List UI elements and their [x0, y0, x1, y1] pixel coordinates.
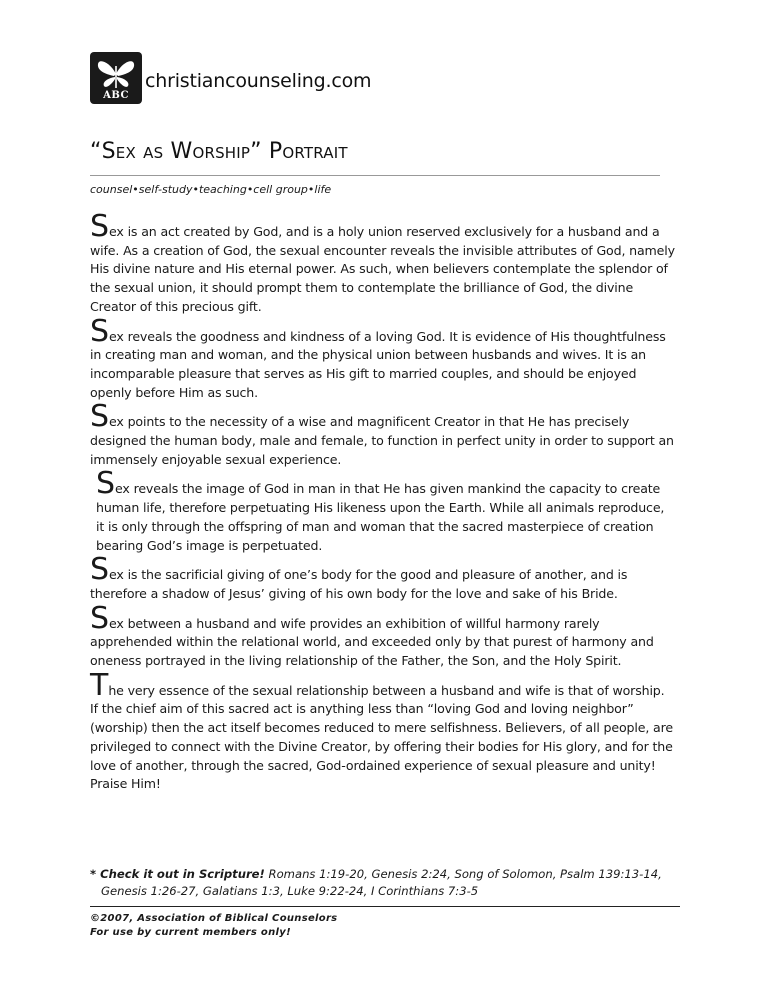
scripture-refs: Romans 1:19-20, Genesis 2:24, Song of Solomon, Psalm 139:13-14, — [268, 867, 662, 881]
title-divider — [90, 175, 660, 176]
drop-cap: S — [90, 209, 110, 244]
paragraph-text: ex reveals the image of God in man in that He has given mankind the capacity to create human life, therefore perpetuating His likeness upon the Earth. While all animals reproduce, it is only through the offspring of man and woman that the sacred masterpiece of creation bearing God’s image is perpetuated. — [96, 481, 665, 553]
paragraph-3 — [90, 399, 676, 469]
drop-cap: T — [90, 667, 109, 703]
logo-text: ABC — [103, 90, 129, 101]
footer — [90, 912, 337, 940]
paragraph-text: he very essence of the sexual relationship between a husband and wife is that of worship. If the chief aim of this sacred act is anything less than “loving God and loving neighbor” (worship) then the act itself becomes reduced to mere selfishness. Believers, of all people, are privileged to connect with the Divine Creator, by offering their bodies for His glory, and for the love of another, through the sacred, God-ordained experience of sexual pleasure and unity! Praise Him! — [90, 682, 673, 792]
drop-cap: S — [90, 313, 110, 349]
drop-cap: S — [90, 600, 110, 636]
paragraph-6 — [90, 600, 676, 671]
paragraph-7 — [90, 667, 676, 794]
paragraph-5 — [90, 552, 676, 603]
tagline: counsel•self-study•teaching•cell group•life — [90, 183, 332, 196]
scripture-line-1 — [90, 866, 690, 883]
site-name: christiancounseling.com — [145, 70, 372, 92]
abc-logo — [90, 52, 142, 104]
paragraph-text: ex reveals the goodness and kindness of a loving God. It is evidence of His thoughtfulness in creating man and woman, and the physical union between husbands and wives. It is an incomparable pleasure that serves as His gift to married couples, and should be enjoyed openly before Him as such. — [90, 328, 666, 400]
drop-cap: S — [90, 399, 110, 435]
document-body — [90, 209, 676, 801]
scripture-references — [90, 866, 690, 900]
copyright: ©2007, Association of Biblical Counselors — [90, 913, 338, 924]
paragraph-text: ex points to the necessity of a wise and magnificent Creator in that He has precisely designed the human body, male and female, to function in perfect unity in order to support an immensely enjoyable sexual experience. — [90, 414, 674, 467]
drop-cap: S — [90, 552, 110, 588]
paragraph-text: ex is an act created by God, and is a holy union reserved exclusively for a husband and a wife. As a creation of God, the sexual encounter reveals the invisible attributes of God, namely His divine nature and His eternal power. As such, when believers contemplate the splendor of the sexual union, it should prompt them to contemplate the brilliance of God, the divine Creator of this precious gift. — [90, 224, 675, 314]
site-header — [90, 52, 371, 104]
paragraph-1 — [90, 209, 676, 317]
paragraph-text: ex between a husband and wife provides an exhibition of willful harmony rarely apprehended within the relational world, and exceeded only by that purest of harmony and oneness portrayed in the living relationship of the Father, the Son, and the Holy Spirit. — [90, 615, 654, 669]
paragraph-4 — [90, 466, 676, 555]
usage-note: For use by current members only! — [90, 927, 291, 938]
page-title: “Sex as Worship” Portrait — [90, 139, 348, 164]
paragraph-text: ex is the sacrificial giving of one’s body for the good and pleasure of another, and is therefore a shadow of Jesus’ giving of his own body for the love and sake of his Bride. — [90, 567, 628, 601]
footer-divider — [90, 906, 680, 907]
drop-cap: S — [96, 466, 116, 502]
paragraph-2 — [90, 313, 676, 403]
scripture-refs-continued: Genesis 1:26-27, Galatians 1:3, Luke 9:22-24, I Corinthians 7:3-5 — [101, 884, 479, 898]
scripture-label: * Check it out in Scripture! — [90, 867, 265, 881]
